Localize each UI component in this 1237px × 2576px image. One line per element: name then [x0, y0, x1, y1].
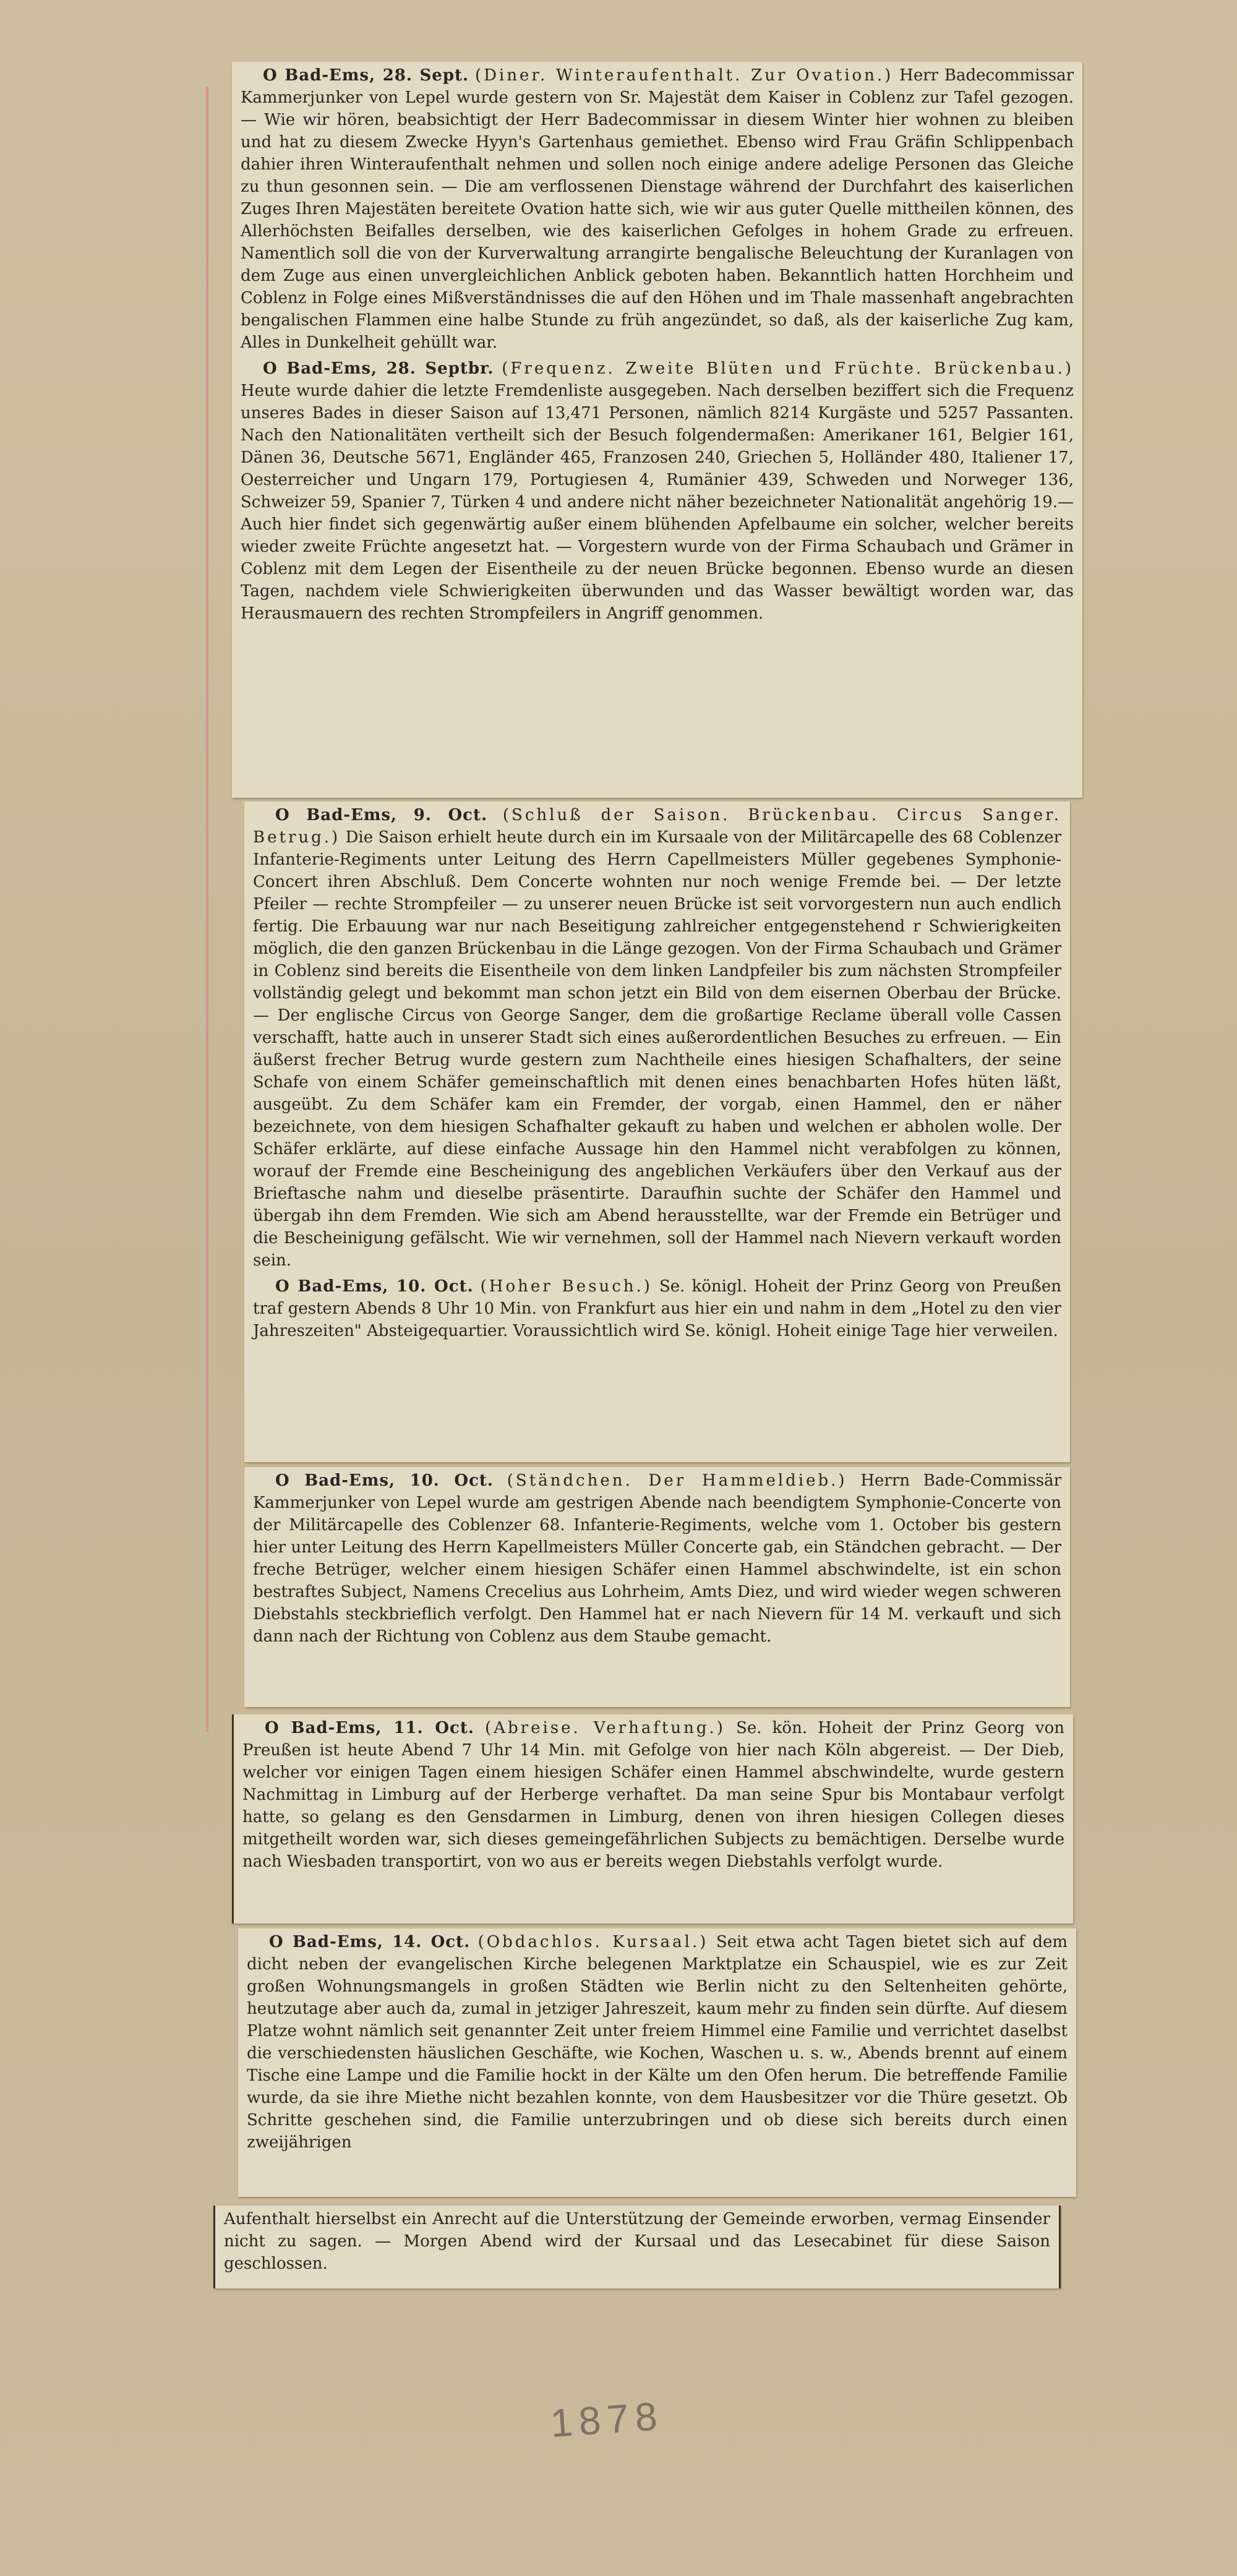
clipping-1	[232, 62, 1082, 798]
article-abreise	[242, 1717, 1064, 1873]
article-heading: O Bad-Ems, 28. Septbr.	[263, 359, 494, 378]
article-body: Se. kön. Hoheit der Prinz Georg von Preußen ist heute Abend 7 Uhr 14 Min. mit Gefolge von hier nach Köln abgereist. — Der Dieb, welcher vor einigen Tagen einem hiesigen Schäfer einen Hammel abschwindelte, wurde gestern Nachmittag in Limburg auf der Herberge verhaftet. Da man seine Spur bis Montabaur verfolgt hatte, so gelang es den Gensdarmen in Limburg, denen von ihren hiesigen Collegen dieses mitgetheilt worden war, sich dieses gemeingefährlichen Subjects zu bemächtigen. Derselbe wurde nach Wiesbaden transportirt, von wo aus er bereits wegen Diebstahls verfolgt wurde.	[242, 1719, 1064, 1871]
article-body: Herrn Bade-Commissär Kammerjunker von Lepel wurde am gestrigen Abende nach beendigtem Symphonie-Concerte von der Militärcapelle des Coblenzer 68. Infanterie-Regiments, welche vom 1. October bis gestern hier unter Leitung des Herrn Kapellmeisters Müller Concerte gab, ein Ständchen gebracht. — Der freche Betrüger, welcher einem hiesigen Schäfer einen Hammel abschwindelte, ist ein schon bestraftes Subject, Namens Crecelius aus Lohrheim, Amts Diez, und wird wieder wegen schweren Diebstahls steckbrieflich verfolgt. Den Hammel hat er nach Nievern für 14 M. verkauft und sich dann nach der Richtung von Coblenz aus dem Staube gemacht.	[253, 1471, 1062, 1646]
article-frequenz	[241, 357, 1074, 625]
article-obdachlos	[247, 1931, 1068, 2154]
article-heading: O Bad-Ems, 28. Sept.	[263, 66, 469, 85]
article-subtitle: (Hoher Besuch.)	[480, 1277, 653, 1296]
article-heading: O Bad-Ems, 11. Oct.	[265, 1719, 474, 1737]
article-subtitle: (Abreise. Verhaftung.)	[485, 1719, 726, 1737]
article-subtitle: (Ständchen. Der Hammeldieb.)	[507, 1471, 847, 1490]
article-subtitle: (Obdachlos. Kursaal.)	[477, 1933, 709, 1951]
article-hoher-besuch	[253, 1275, 1061, 1342]
year-handwritten: 1878	[549, 2393, 665, 2446]
clipping-4	[232, 1714, 1073, 1923]
article-body: Herr Badecommissar Kammerjunker von Lepel wurde gestern von Sr. Majestät dem Kaiser in Coblenz zur Tafel gezogen. — Wie wir hören, beabsichtigt der Herr Badecommissar in diesem Winter hier wohnen zu bleiben und hat zu diesem Zwecke Hyyn's Gartenhaus gemiethet. Ebenso wird Frau Gräfin Schlippenbach dahier ihren Winteraufenthalt nehmen und sollen noch einige andere adelige Personen das Gleiche zu thun gesonnen sein. — Die am verflossenen Dienstage während der Durchfahrt des kaiserlichen Zuges Ihren Majestäten bereitete Ovation hatte sich, wie wir aus guter Quelle mittheilen können, des Allerhöchsten Beifalles derselben, wie des kaiserlichen Gefolges in hohem Grade zu erfreuen. Namentlich soll die von der Kurverwaltung arrangirte bengalische Beleuchtung der Kuranlagen von dem Zuge aus einen unvergleichlichen Anblick geboten haben. Bekanntlich hatten Horchheim und Coblenz in Folge eines Mißverständnisses die auf den Höhen und im Thale massenhaft angebrachten bengalischen Flammen eine halbe Stunde zu früh angezündet, so daß, als der kaiserliche Zug kam, Alles in Dunkelheit gehüllt war.	[241, 66, 1074, 352]
article-continuation	[224, 2208, 1050, 2275]
article-diner	[241, 64, 1074, 354]
clipping-5	[238, 1928, 1076, 2197]
clipping-3	[244, 1467, 1070, 1707]
article-saison-schluss	[253, 804, 1061, 1272]
margin-line	[206, 87, 208, 1732]
article-body: Heute wurde dahier die letzte Fremdenliste ausgegeben. Nach derselben beziffert sich die Frequenz unseres Bades in dieser Saison auf 13,471 Personen, nämlich 8214 Kurgäste und 5257 Passanten. Nach den Nationalitäten vertheilt sich der Besuch folgendermaßen: Amerikaner 161, Belgier 161, Dänen 36, Deutsche 5671, Engländer 465, Franzosen 240, Griechen 5, Holländer 480, Italiener 17, Oesterreicher und Ungarn 179, Portugiesen 4, Rumänier 439, Schweden und Norweger 136, Schweizer 59, Spanier 7, Türken 4 und andere nicht näher bezeichneter Nationalität angehörig 19.— Auch hier findet sich gegenwärtig außer einem blühenden Apfelbaume ein solcher, welcher bereits wieder zweite Früchte angesetzt hat. — Vorgestern wurde von der Firma Schaubach und Grämer in Coblenz mit dem Legen der Eisentheile zu der neuen Brücke begonnen. Ebenso wurde an diesen Tagen, nachdem viele Schwierigkeiten überwunden und das Wasser bewältigt worden war, das Herausmauern des rechten Strompfeilers in Angriff genommen.	[241, 382, 1074, 623]
article-subtitle: (Frequenz. Zweite Blüten und Früchte. Brückenbau.)	[502, 359, 1074, 378]
article-heading: O Bad-Ems, 10. Oct.	[275, 1277, 474, 1296]
article-heading: O Bad-Ems, 10. Oct.	[275, 1471, 494, 1490]
article-body: Seit etwa acht Tagen bietet sich auf dem dicht neben der evangelischen Kirche belegenen Marktplatze ein Schauspiel, wie es zur Zeit großen Wohnungsmangels in großen Städten wie Berlin nicht zu den Seltenheiten gehörte, heutzutage aber auch da, zumal in jetziger Jahreszeit, kaum mehr zu finden sein dürfte. Auf diesem Platze wohnt nämlich seit genannter Zeit unter freiem Himmel eine Familie und verrichtet daselbst die verschiedensten häuslichen Geschäfte, wie Kochen, Waschen u. s. w., Abends brennt auf einem Tische eine Lampe und die Familie hockt in der Kälte um den Ofen herum. Die betreffende Familie wurde, da sie ihre Miethe nicht bezahlen konnte, von dem Hausbesitzer vor die Thüre gesetzt. Ob Schritte geschehen sind, die Familie unterzubringen und ob diese sich bereits durch einen zweijährigen	[247, 1933, 1068, 2152]
article-heading: O Bad-Ems, 14. Oct.	[269, 1933, 471, 1951]
article-subtitle: (Diner. Winteraufenthalt. Zur Ovation.)	[474, 66, 894, 85]
article-heading: O Bad-Ems, 9. Oct.	[275, 806, 488, 824]
article-body: Die Saison erhielt heute durch ein im Kursaale von der Militärcapelle des 68 Coblenzer Infanterie-Regiments unter Leitung des Herrn Capellmeisters Müller gegebenes Symphonie-Concert ihren Abschluß. Dem Concerte wohnten nur noch wenige Fremde bei. — Der letzte Pfeiler — rechte Strompfeiler — zu unserer neuen Brücke ist seit vorvorgestern nun auch endlich fertig. Die Erbauung war nur nach Beseitigung zahlreicher entgegenstehend r Schwierigkeiten möglich, die den ganzen Brückenbau in die Länge gezogen. Von der Firma Schaubach und Grämer in Coblenz sind bereits die Eisentheile von dem linken Landpfeiler bis zum nächsten Strompfeiler vollständig gelegt und bekommt man schon jetzt ein Bild von dem eisernen Oberbau der Brücke. — Der englische Circus von George Sanger, dem die großartige Reclame überall volle Cassen verschafft, hatte auch in unserer Stadt sich eines außerordentlichen Besuches zu erfreuen. — Ein äußerst frecher Betrug wurde gestern zum Nachtheile eines hiesigen Schafhalters, der seine Schafe von einem Schäfer gemeinschaftlich mit denen eines benachbarten Hofes hüten läßt, ausgeübt. Zu dem Schäfer kam ein Fremder, der vorgab, einen Hammel, den er näher bezeichnete, von dem hiesigen Schafhalter gekauft zu haben und welchen er abholen wolle. Der Schäfer erklärte, auf diese einfache Aussage hin den Hammel nicht verabfolgen zu können, worauf der Fremde eine Bescheinigung des angeblichen Verkäufers über den Verkauf aus der Brieftasche nahm und dieselbe präsentirte. Daraufhin suchte der Schäfer den Hammel und übergab ihn dem Fremden. Wie sich am Abend herausstellte, war der Fremde ein Betrüger und die Bescheinigung gefälscht. Wie wir vernehmen, soll der Hammel nach Nievern verkauft worden sein.	[253, 828, 1062, 1270]
article-body: Se. königl. Hoheit der Prinz Georg von Preußen traf gestern Abends 8 Uhr 10 Min. von Frankfurt aus hier ein und nahm in dem „Hotel zu den vier Jahreszeiten" Absteigequartier. Voraussichtlich wird Se. königl. Hoheit einige Tage hier verweilen.	[253, 1277, 1062, 1340]
clipping-6	[213, 2206, 1061, 2288]
article-subtitle: (Schluß der Saison. Brückenbau. Circus Sanger. Betrug.)	[253, 806, 1062, 847]
clipping-2	[244, 802, 1070, 1462]
continuation-text: Aufenthalt hierselbst ein Anrecht auf die Unterstützung der Gemeinde erworben, vermag Einsender nicht zu sagen. — Morgen Abend wird der Kursaal und das Lesecabinet für diese Saison geschlossen.	[224, 2210, 1050, 2273]
article-staendchen	[253, 1470, 1061, 1648]
